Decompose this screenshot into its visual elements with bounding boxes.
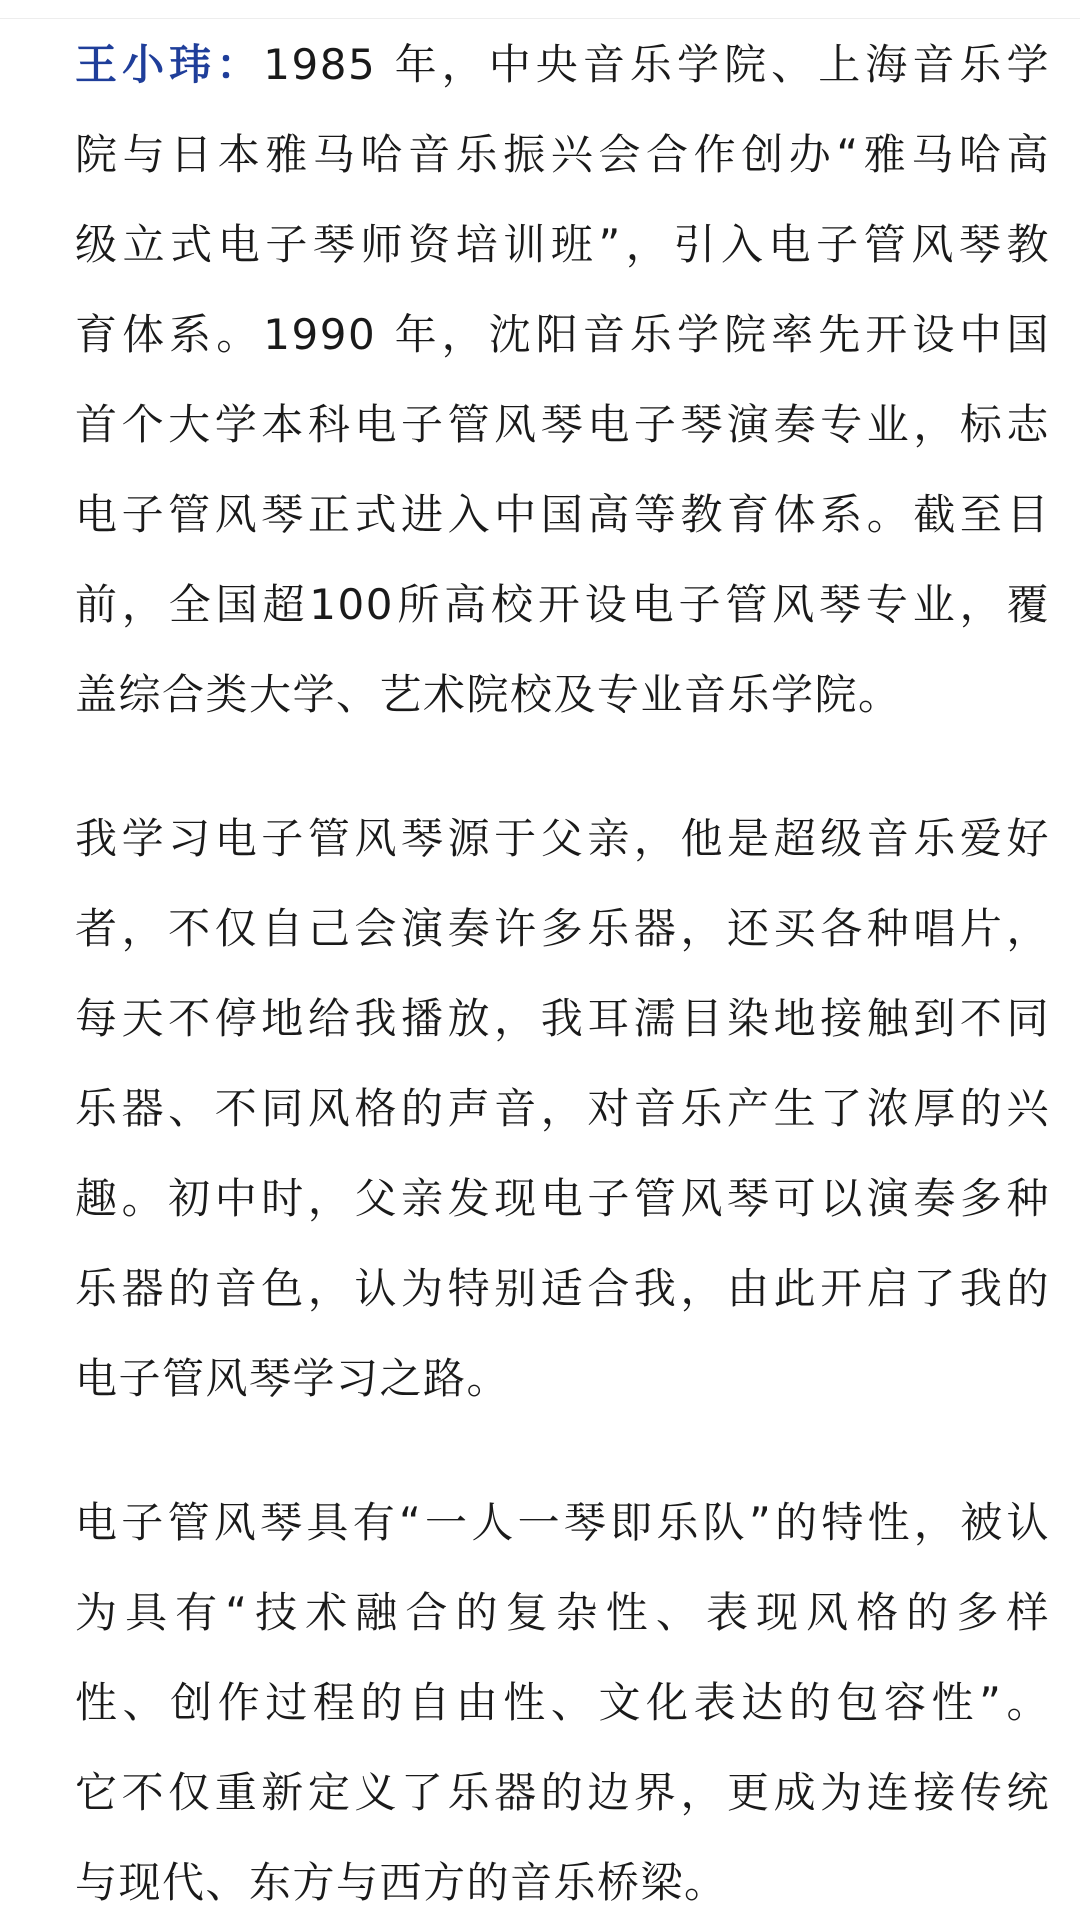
paragraph-3 xyxy=(75,1478,1050,1928)
text-line: 乐器的音色，认为特别适合我，由此开启了我的 xyxy=(75,1264,1050,1313)
top-divider xyxy=(0,18,1080,19)
speaker-name: 王小玮： xyxy=(75,40,264,89)
text-line: 育体系。1990 年，沈阳音乐学院率先开设中国 xyxy=(75,310,1050,359)
text-line-content: 1985 年，中央音乐学院、上海音乐学 xyxy=(263,40,1050,89)
text-line: 电子管风琴学习之路。 xyxy=(75,1354,511,1403)
text-line: 它不仅重新定义了乐器的边界，更成为连接传统 xyxy=(75,1768,1050,1817)
text-line: 首个大学本科电子管风琴电子琴演奏专业，标志 xyxy=(75,400,1050,449)
text-line: 每天不停地给我播放，我耳濡目染地接触到不同 xyxy=(75,994,1050,1043)
text-line: 乐器、不同风格的声音，对音乐产生了浓厚的兴 xyxy=(75,1084,1050,1133)
paragraph-2 xyxy=(75,794,1050,1424)
article-body xyxy=(75,20,1050,1928)
text-line: 电子管风琴正式进入中国高等教育体系。截至目 xyxy=(75,490,1050,539)
text-line: 盖综合类大学、艺术院校及专业音乐学院。 xyxy=(75,670,902,719)
text-line: 电子管风琴具有“一人一琴即乐队”的特性，被认 xyxy=(75,1498,1050,1547)
text-line: 与现代、东方与西方的音乐桥梁。 xyxy=(75,1858,728,1907)
text-line: 院与日本雅马哈音乐振兴会合作创办“雅马哈高 xyxy=(75,130,1050,179)
text-line: 我学习电子管风琴源于父亲，他是超级音乐爱好 xyxy=(75,814,1050,863)
text-line: 者，不仅自己会演奏许多乐器，还买各种唱片， xyxy=(75,904,1050,953)
text-line xyxy=(75,20,1050,110)
paragraph-1 xyxy=(75,20,1050,740)
text-line: 为具有“技术融合的复杂性、表现风格的多样 xyxy=(75,1588,1050,1637)
text-line: 级立式电子琴师资培训班”，引入电子管风琴教 xyxy=(75,220,1050,269)
text-line: 趣。初中时，父亲发现电子管风琴可以演奏多种 xyxy=(75,1174,1050,1223)
text-line: 前，全国超100所高校开设电子管风琴专业，覆 xyxy=(75,580,1050,629)
text-line: 性、创作过程的自由性、文化表达的包容性”。 xyxy=(75,1678,1050,1727)
